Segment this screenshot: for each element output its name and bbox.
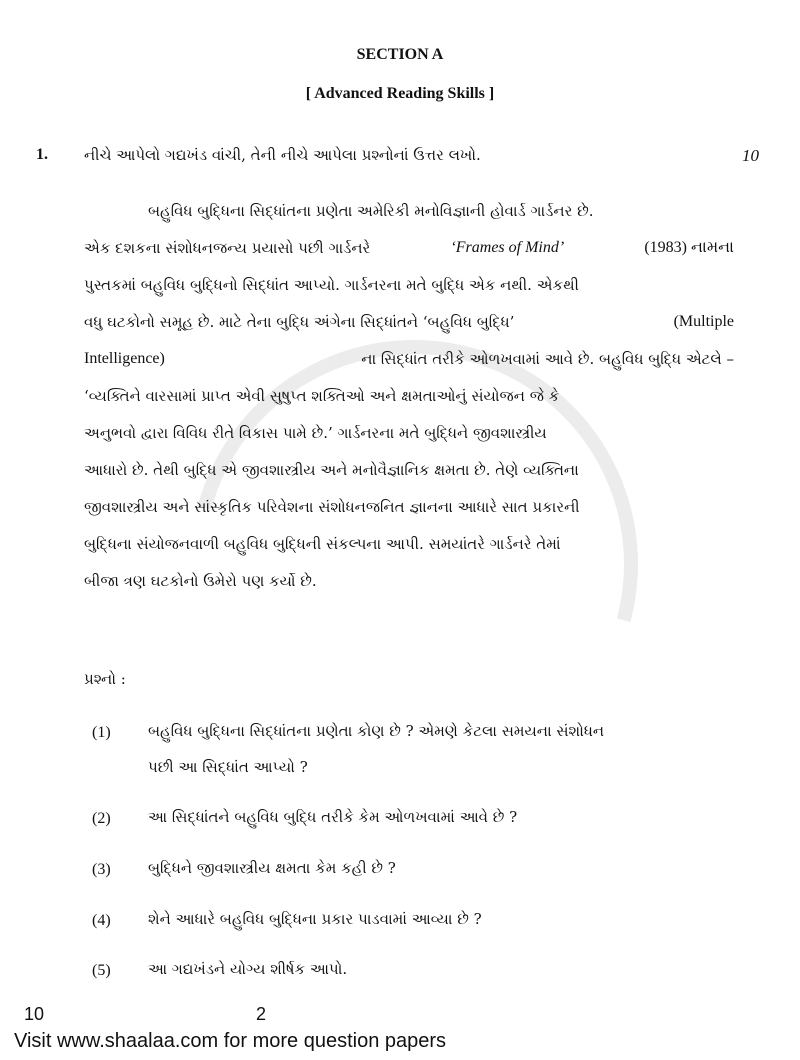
sub-question-text: બુદ્ધિને જીવશાસ્ત્રીય ક્ષમતા કેમ કહી છે ? bbox=[148, 859, 396, 877]
section-title: SECTION A bbox=[356, 46, 444, 63]
passage-line: એક દશકના સંશોધનજન્ય પ્રયાસો પછી ગાર્ડનરે ‘Frames of Mind’ (1983) નામના bbox=[84, 239, 734, 257]
visit-link[interactable]: Visit www.shaalaa.com for more question papers bbox=[14, 1030, 447, 1052]
sub-question-text: શેને આધારે બહુવિધ બુદ્ધિના પ્રકાર પાડવામાં આવ્યા છે ? bbox=[148, 910, 482, 928]
sub-question-number: (3) bbox=[92, 861, 111, 878]
sub-question-number: (2) bbox=[92, 810, 111, 827]
passage-line: Intelligence) ના સિદ્ધાંત તરીકે ઓળખવામાં આવે છે. બહુવિધ બુદ્ધિ એટલે – bbox=[84, 350, 734, 368]
passage-line: આધારો છે. તેથી બુદ્ધિ એ જીવશાસ્ત્રીય અને મનોવૈજ્ઞાનિક ક્ષમતા છે. તેણે વ્યક્તિના bbox=[84, 461, 579, 479]
sub-question-text: બહુવિધ બુદ્ધિના સિદ્ધાંતના પ્રણેતા કોણ છે ? એમણે કેટલા સમયના સંશોધન bbox=[148, 722, 605, 740]
passage-line: ‘વ્યક્તિને વારસામાં પ્રાપ્ત એવી સુષુપ્ત શક્તિઓ અને ક્ષમતાઓનું સંયોજન જે કે bbox=[84, 387, 560, 405]
question-marks: 10 bbox=[742, 146, 759, 165]
page-number: 2 bbox=[256, 1004, 267, 1024]
question-instruction: નીચે આપેલો ગદ્યખંડ વાંચી, તેની નીચે આપેલા પ્રશ્નોનાં ઉત્તર લખો. bbox=[84, 146, 481, 164]
sub-question-number: (4) bbox=[92, 912, 111, 929]
passage-line: અનુભવો દ્વારા વિવિધ રીતે વિકાસ પામે છે.’ ગાર્ડનરના મતે બુદ્ધિને જીવશાસ્ત્રીય bbox=[84, 424, 547, 442]
passage-line: બુદ્ધિના સંયોજનવાળી બહુવિધ બુદ્ધિની સંકલ્પના આપી. સમયાંતરે ગાર્ડનરે તેમાં bbox=[84, 535, 561, 553]
footer-number: 10 bbox=[24, 1004, 45, 1024]
questions-label: પ્રશ્નો : bbox=[84, 670, 126, 688]
passage-line: બીજા ત્રણ ઘટકોનો ઉમેરો પણ કર્યો છે. bbox=[84, 572, 317, 590]
sub-question-number: (5) bbox=[92, 962, 111, 979]
sub-question-text: આ સિદ્ધાંતને બહુવિધ બુદ્ધિ તરીકે કેમ ઓળખવામાં આવે છે ? bbox=[148, 808, 518, 826]
section-subtitle: [ Advanced Reading Skills ] bbox=[305, 85, 495, 102]
sub-question-text: પછી આ સિદ્ધાંત આપ્યો ? bbox=[148, 758, 308, 776]
passage-line: જીવશાસ્ત્રીય અને સાંસ્કૃતિક પરિવેશના સંશોધનજનિત જ્ઞાનના આધારે સાત પ્રકારની bbox=[84, 498, 580, 516]
sub-question-text: આ ગદ્યખંડને યોગ્ય શીર્ષક આપો. bbox=[148, 960, 348, 978]
passage-line: વધુ ઘટકોનો સમૂહ છે. માટે તેના બુદ્ધિ અંગેના સિદ્ધાંતને ‘બહુવિધ બુદ્ધિ’ (Multiple bbox=[84, 313, 734, 331]
passage-line: બહુવિધ બુદ્ધિના સિદ્ધાંતના પ્રણેતા અમેરિકી મનોવિજ્ઞાની હોવાર્ડ ગાર્ડનર છે. bbox=[148, 202, 594, 220]
passage-line: પુસ્તકમાં બહુવિધ બુદ્ધિનો સિદ્ધાંત આપ્યો. ગાર્ડનરના મતે બુદ્ધિ એક નથી. એકથી bbox=[84, 276, 579, 294]
question-number: 1. bbox=[36, 146, 48, 163]
sub-question-number: (1) bbox=[92, 724, 111, 741]
